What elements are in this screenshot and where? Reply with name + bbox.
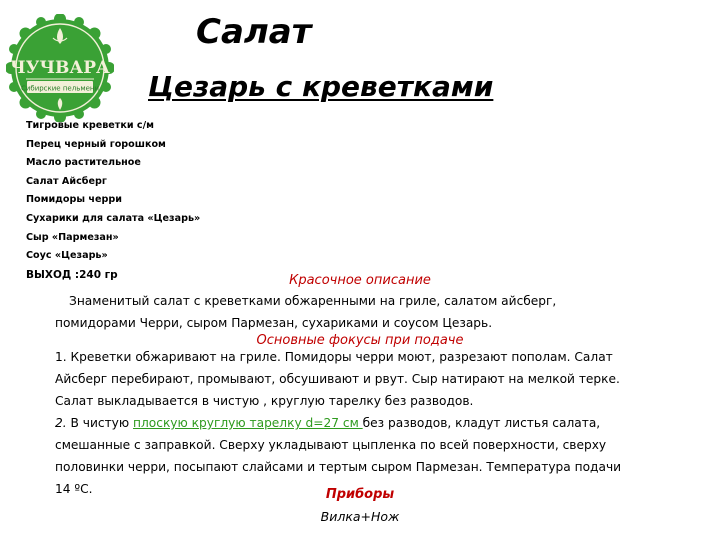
step2-number: 2.	[55, 416, 67, 430]
ingredient-list	[26, 117, 200, 284]
step2-pre: В чистую	[66, 416, 134, 430]
serving-steps	[55, 346, 695, 500]
ingredient-item: Помидоры черри	[26, 194, 122, 206]
step2-line: смешанные с заправкой. Сверху укладывают цыпленка по всей поверхности, сверху	[55, 438, 607, 452]
step1-line: Салат выкладывается в чистую , круглую тарелку без разводов.	[55, 394, 474, 408]
ingredient-item: Сыр «Пармезан»	[26, 231, 119, 243]
ingredient-item: Перец черный горошком	[26, 138, 166, 150]
yield-label: ВЫХОД :240 гр	[26, 268, 118, 281]
step2-line: половинки черри, посыпают слайсами и тертым сыром Пармезан. Температура подачи	[55, 460, 622, 474]
ingredient-item: Масло растительное	[26, 157, 141, 169]
page-subtitle: Цезарь с креветками	[148, 70, 494, 103]
page-title: Салат	[196, 12, 312, 52]
tools-value: Вилка+Нож	[320, 509, 400, 524]
description-text	[55, 290, 695, 334]
tools-heading: Приборы	[325, 487, 395, 502]
step1-line: Айсберг перебирают, промывают, обсушивают и рвут. Сыр натирают на мелкой терке.	[55, 372, 620, 386]
ingredient-item: Соус «Цезарь»	[26, 250, 108, 262]
logo-tagline: Сибирские пельмени	[20, 84, 100, 93]
description-line: помидорами Черри, сыром Пармезан, сухариками и соусом Цезарь.	[55, 316, 493, 330]
serving-heading: Основные фокусы при подаче	[256, 333, 464, 348]
step2-post: без разводов, кладут листья салата,	[362, 416, 601, 430]
brand-logo	[6, 14, 114, 122]
description-line: Знаменитый салат с креветками обжаренными на гриле, салатом айсберг,	[69, 294, 557, 308]
logo-name: ЧУЧВАРА	[10, 58, 110, 78]
ingredient-item: Сухарики для салата «Цезарь»	[26, 212, 201, 224]
ingredient-item: Салат Айсберг	[26, 175, 107, 187]
step1-line: 1. Креветки обжаривают на гриле. Помидоры черри моют, разрезают пополам. Салат	[55, 350, 613, 364]
step2-line	[55, 412, 695, 434]
description-heading: Красочное описание	[289, 273, 431, 288]
step2-line: 14 ºС.	[55, 482, 93, 496]
ingredient-item: Тигровые креветки с/м	[26, 120, 154, 131]
plate-link[interactable]: плоскую круглую тарелку d=27 см	[133, 416, 363, 430]
